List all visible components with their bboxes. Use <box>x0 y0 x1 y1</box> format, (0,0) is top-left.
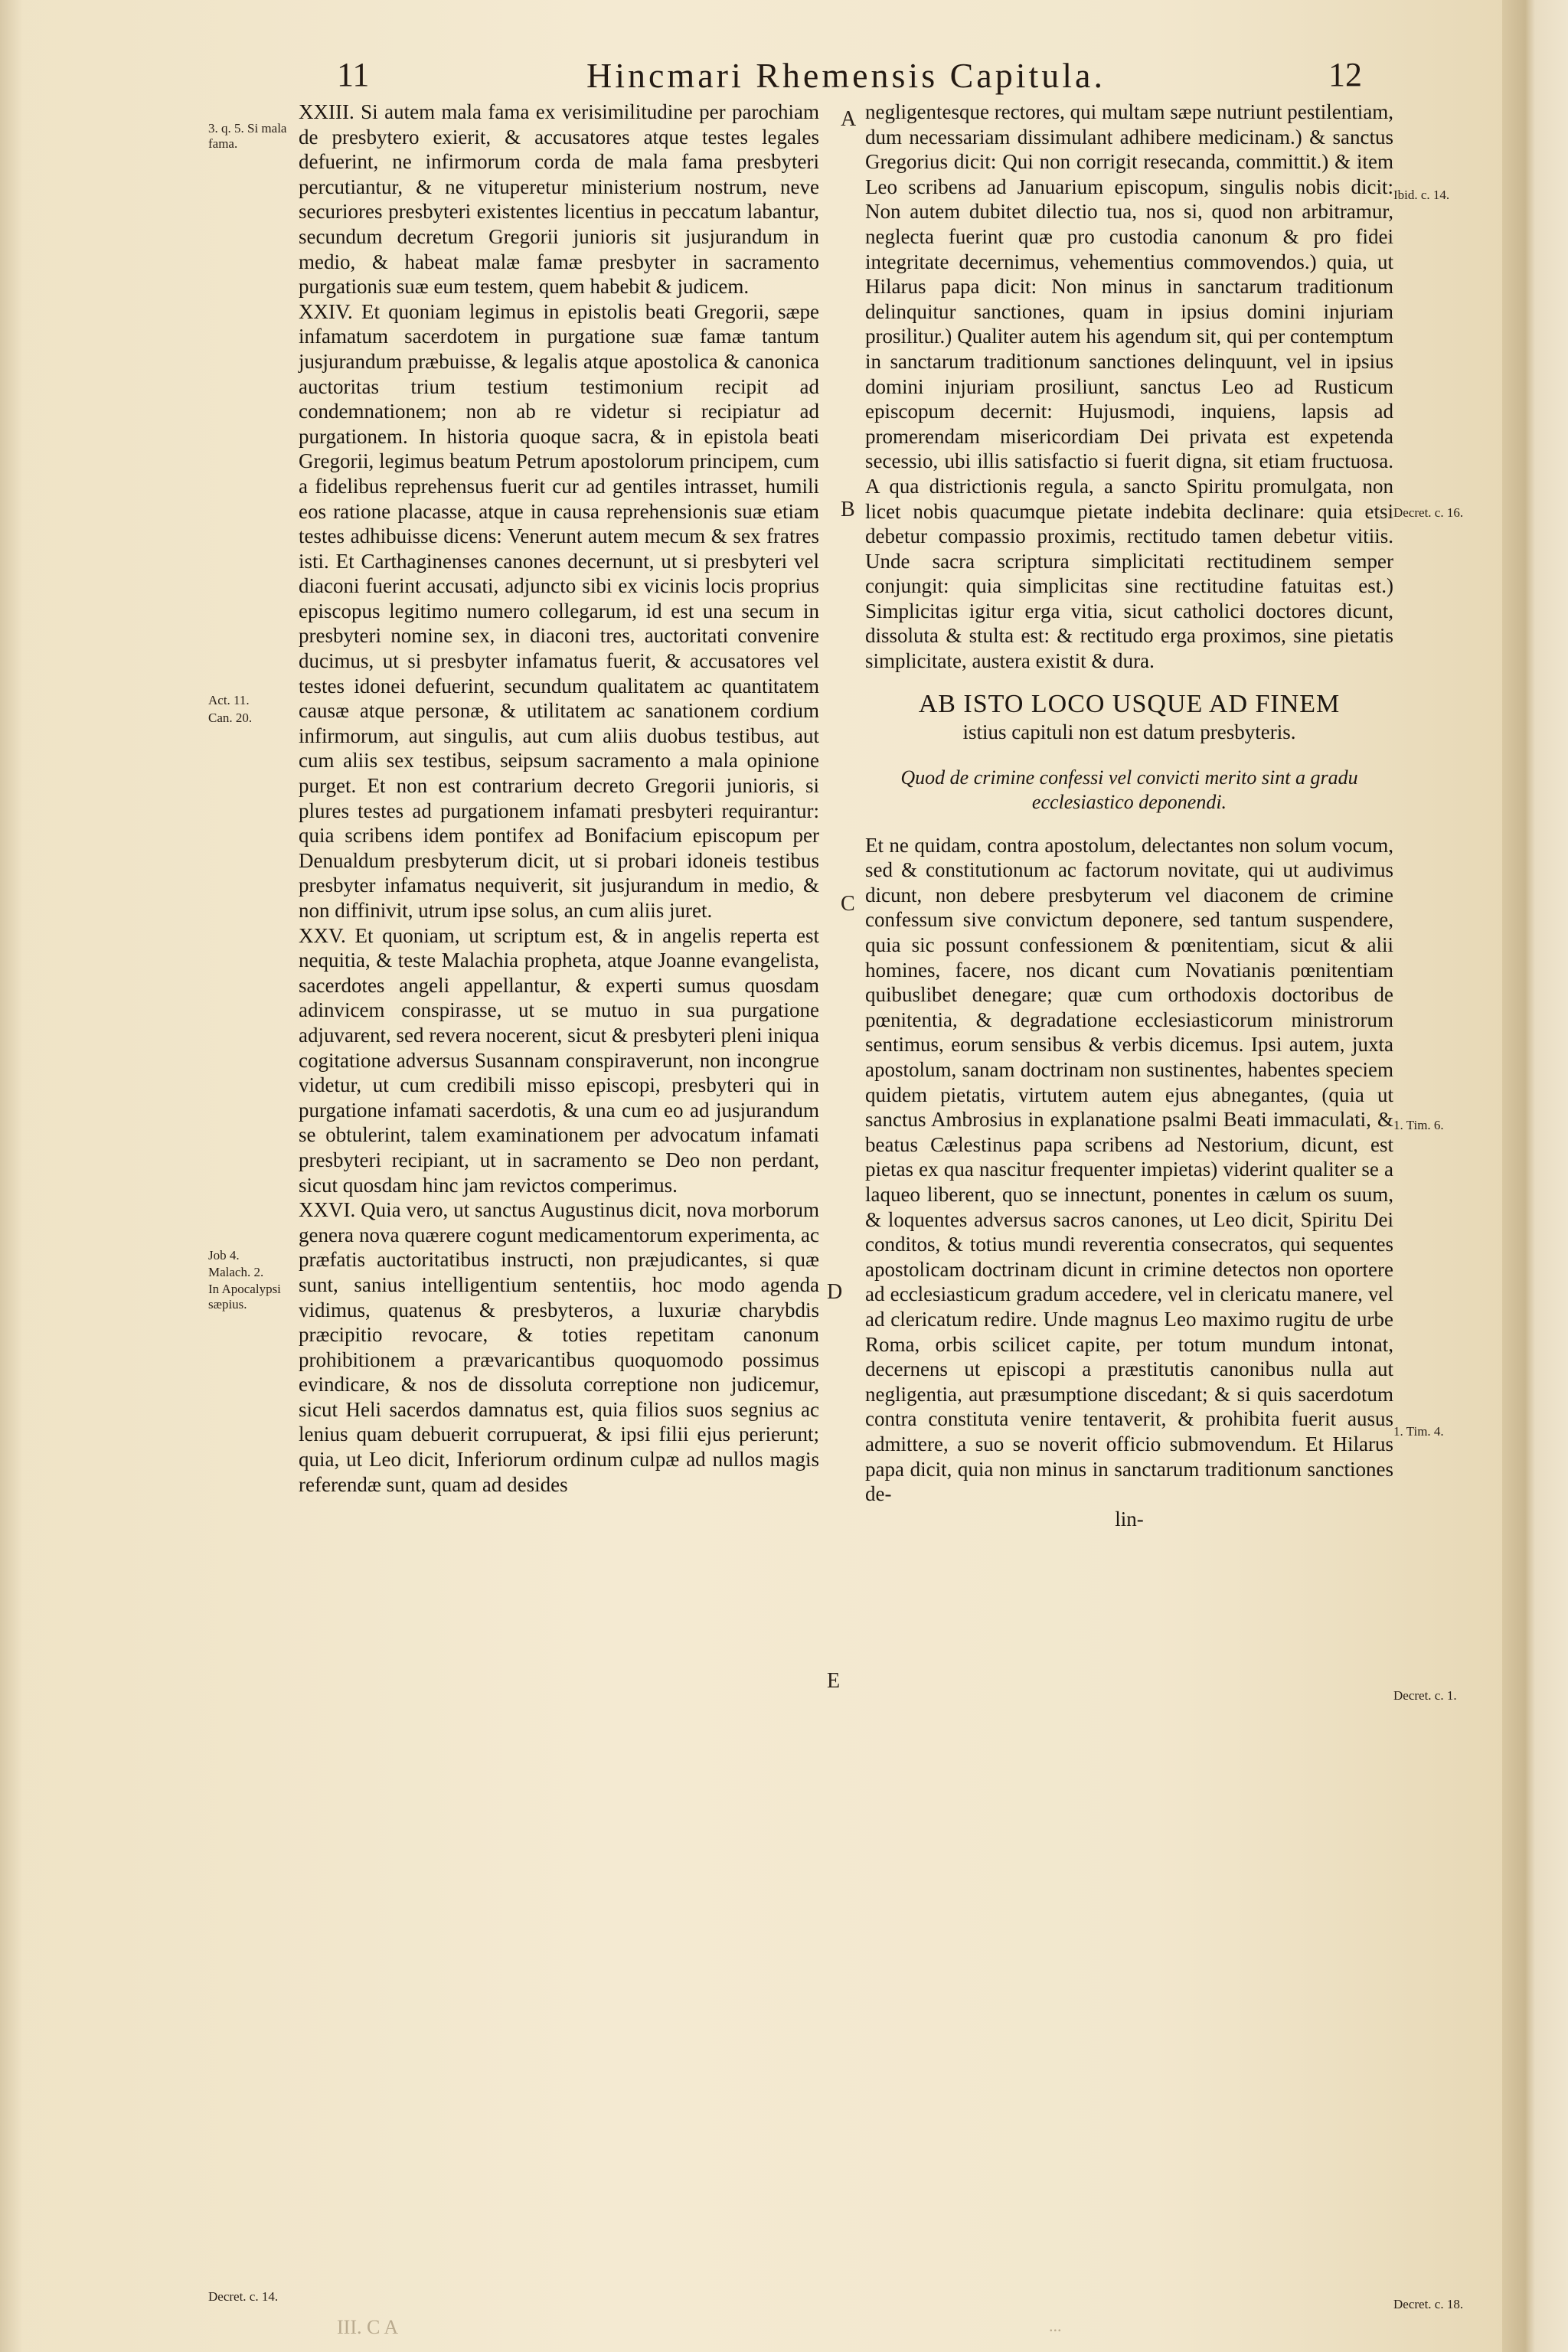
margin-note: 1. Tim. 4. <box>1393 1424 1444 1439</box>
folio-number-left: 11 <box>337 56 370 93</box>
margin-note: Decret. c. 14. <box>208 2289 279 2304</box>
paragraph: Et ne quidam, contra apostolum, delectantes non solum vocum, sed & constitutionum ac factorum novitate, qui ut audivimus dicunt, non debere presbyterum vel diaconem de crimine confessum sive convictum deponere, sed tantum suspendere, quia sic possunt confessionem & pœnitentiam, sicut & alii homines, facere, nos dicant cum Novatianis pœnitentiam quibuslibet denegare; quæ cum orthodoxis doctoribus de pœnitentia, & degradatione ecclesiasticorum ministrorum sentimus, eorum sensibus & verbis dicemus. Ipsi autem, juxta apostolum, sanam doctrinam non sustinentes, habentes speciem quidem pietatis, virtutem autem ejus abnegantes, (quia ut sanctus Ambrosius in explanatione psalmi Beati immaculati, & beatus Cælestinus papa scribens ad Nestorium, dicunt, est pietas ex qua nascitur frequenter impietas) viderint qualiter se a laqueo liberent, quo se innectunt, ponentes in cælum os suum, & loquentes adversus sacros canones, ut Leo dicit, Spiritu Dei conditos, & totius mundi reverentia consecratos, qui sequentes apostolicam doctrinam dicunt in crimine detectos non oportere ad ecclesiasticum gradum accedere, vel in clericatu manere, vel ad clericatum redire. Unde magnus Leo maximo rugitu de urbe Roma, orbis scilicet capite, per totum mundum intonat, decernens ut episcopi a præstitutis canonibus nulla aut negligentia, aut præsumptione discedant; & si quis sacerdotum contra constituta venire tentaverit, & prohibita fuerit ausus admittere, a suo se noverit officio submovendum. Et Hilarus papa dicit, quia non minus in sanctarum traditionum sanctiones de- <box>865 833 1393 1506</box>
margin-note: Decret. c. 1. <box>1393 1688 1457 1703</box>
section-letter: C <box>841 892 855 916</box>
chapter-title: Quod de crimine confessi vel convicti merito sint a gradu ecclesiastico deponendi. <box>900 766 1358 813</box>
margin-note: In Apocalypsi sæpius. <box>208 1282 281 1312</box>
margin-note: 1. Tim. 6. <box>1393 1118 1444 1132</box>
margin-note: Ibid. c. 14. <box>1393 188 1450 202</box>
faint-footer-mark: III. C A <box>337 2316 399 2338</box>
right-text-column <box>865 100 1393 1531</box>
margin-note: Can. 20. <box>208 710 253 725</box>
left-text-column <box>299 100 819 1497</box>
section-heading: AB ISTO LOCO USQUE AD FINEM <box>918 689 1341 718</box>
section-subheading: istius capituli non est datum presbyteris. <box>962 720 1296 743</box>
margin-note: Malach. 2. <box>208 1265 264 1279</box>
section-letter: A <box>841 107 857 131</box>
margin-note: Act. 11. <box>208 693 250 707</box>
paragraph: XXVI. Quia vero, ut sanctus Augustinus dicit, nova morborum genera nova quærere cogunt medicamentorum experimenta, ac præfatis auctoritatibus instructi, non præjudicantes, si quæ sunt, sanius intelligentium sententiis, hoc modo agenda vidimus, quatenus & presbyteros, a luxuriæ charybdis præcipitio revocare, & toties repetitam canonum prohibitionem a prævaricantibus quoquomodo possimus evindicare, & nos de dissoluta correptione non judicemur, sicut Heli sacerdos damnatus est, quia filios suos segnius ac lenius quam debuerit corrupuerat, & ipsi filii ejus perierunt; quia, ut Leo dicit, Inferiorum ordinum culpæ ad nullos magis referendæ sunt, quam ad desides <box>299 1198 819 1496</box>
folio-number-right: 12 <box>1328 56 1362 93</box>
margin-note: Job 4. <box>208 1248 240 1263</box>
paragraph: XXV. Et quoniam, ut scriptum est, & in angelis reperta est nequitia, & teste Malachia propheta, atque Joanne evangelista, sacerdotes angeli appellantur, & experti sumus quosdam adinvicem conspirasse, ut se mutuo in sua purgatione adjuvarent, sed revera nocerent, sicut & presbyteri pleni iniqua cogitatione adversus Susannam conspiraverunt, non incongrue videtur, ut cum credibili misso episcopi, presbyteri qui in purgatione infamati sacerdotis, & una cum eo ad jusjurandum se obtulerint, talem examinationem per advocatum infamati presbyteri recipiant, ut in sacramento se Deo non perdant, sicut quosdam hinc jam revictos comperimus. <box>299 923 819 1197</box>
page-left-edge <box>0 0 23 2352</box>
catchword: lin- <box>1115 1507 1144 1530</box>
margin-note: Decret. c. 18. <box>1393 2297 1464 2311</box>
paragraph: XXIV. Et quoniam legimus in epistolis beati Gregorii, sæpe infamatum sacerdotem in purgatione suæ famæ tantum jusjurandum præbuisse, & legalis atque apostolica & canonica auctoritas trium testium testimonium recipit ad condemnationem; non ab re videtur si recipiatur ad purgationem. In historia quoque sacra, & in epistola beati Gregorii, legimus beatum Petrum apostolorum principem, cum a fidelibus reprehensus fuerit cur ad gentiles intrasset, humili eos ratione placasse, atque in causa reprehensionis suæ etiam testes adhibuisse dicens: Venerunt autem mecum & sex fratres isti. Et Carthaginenses canones decernunt, ut si presbyteri vel diaconi fuerint accusati, adjuncto sibi ex vicinis locis proprius episcopus legitimo numero collegarum, id est una secum in presbyteri nomine sex, in diaconi tres, auctoritati convenire ducimus, ut si presbyter infamatus fuerit, & accusatores vel testes idonei defuerint, secundum qualitatem ac quantitatem causæ atque personæ, & utilitatem ac sanationem cordium infirmorum, aut singulis, aut cum aliis duobus testibus, aut cum aliis sex testibus, seipsum sacramento a mala opinione purget. Et non est contrarium decreto Gregorii junioris, si plures testes ad purgationem infamati presbyteri requirantur: quia scribens idem pontifex ad Bonifacium episcopum per Denualdum presbyterum dicit, ut si probari idoneis testibus presbyter infamatus nequiverit, sit jusjurandum in medio, & non diffinivit, utrum ipse solus, an cum aliis juret. <box>299 299 819 922</box>
facing-page-edge <box>1502 0 1568 2352</box>
paragraph: XXIII. Si autem mala fama ex verisimilitudine per parochiam de presbytero exierit, & accusatores atque testes legales defuerint, ne infirmorum corda de mala fama presbyteri percutiantur, & ne vituperetur ministerium nostrum, neve securiores presbyteri existentes licentius in peccatum labantur, secundum decretum Gregorii junioris sit jusjurandum in medio, & habeat malæ famæ presbyter in sacramento purgationis suæ eum testem, quem habebit & judicem. <box>299 100 819 299</box>
section-letter: D <box>827 1280 843 1304</box>
faint-footer-mark: ... <box>1049 2316 1062 2335</box>
margin-note: Decret. c. 16. <box>1393 505 1464 520</box>
margin-note: 3. q. 5. Si mala fama. <box>208 121 287 151</box>
section-letter: B <box>841 498 855 521</box>
running-title: Hincmari Rhemensis Capitula. <box>586 56 1106 95</box>
section-letter: E <box>827 1669 841 1693</box>
paragraph: negligentesque rectores, qui multam sæpe nutriunt pestilentiam, dum necessariam dissimulant adhibere medicinam.) & sanctus Gregorius dicit: Qui non corrigit resecanda, committit.) & item Leo scribens ad Januarium episcopum, singulis nobis dicit: Non autem dubitet dilectio tua, nos si, quod non arbitramur, neglecta fuerint quæ pro custodia canonum & pro fidei integritate decernimus, vehementius commovendos.) quia, ut Hilarus papa dicit: Non minus in sanctarum traditionum delinquitur sanctiones, quam in ipsius domini injuriam prosilitur.) Qualiter autem his agendum sit, qui per contemptum in sanctarum traditionum sanctiones delinquunt, vel in ipsius domini injuriam prosiliunt, sanctus Leo ad Rusticum episcopum decernit: Hujusmodi, inquiens, lapsis ad promerendam misericordiam Dei privata est expetenda secessio, ubi illis satisfactio si fuerit digna, sit etiam fructuosa. A qua districtionis regula, a sancto Spiritu promulgata, non licet nobis quacumque pietate indebita declinare: quia etsi debetur compassio proximis, rectitudo tamen debetur vitiis. Unde sacra scriptura simplicitati rectitudinem semper conjungit: quia simplicitas sine rectitudine fatuitas est.) Simplicitas igitur erga vitia, sicut catholici doctores dicunt, dissoluta & stulta est: & rectitudo erga proximos, sine pietatis simplicitate, austera existit & dura. <box>865 100 1393 673</box>
